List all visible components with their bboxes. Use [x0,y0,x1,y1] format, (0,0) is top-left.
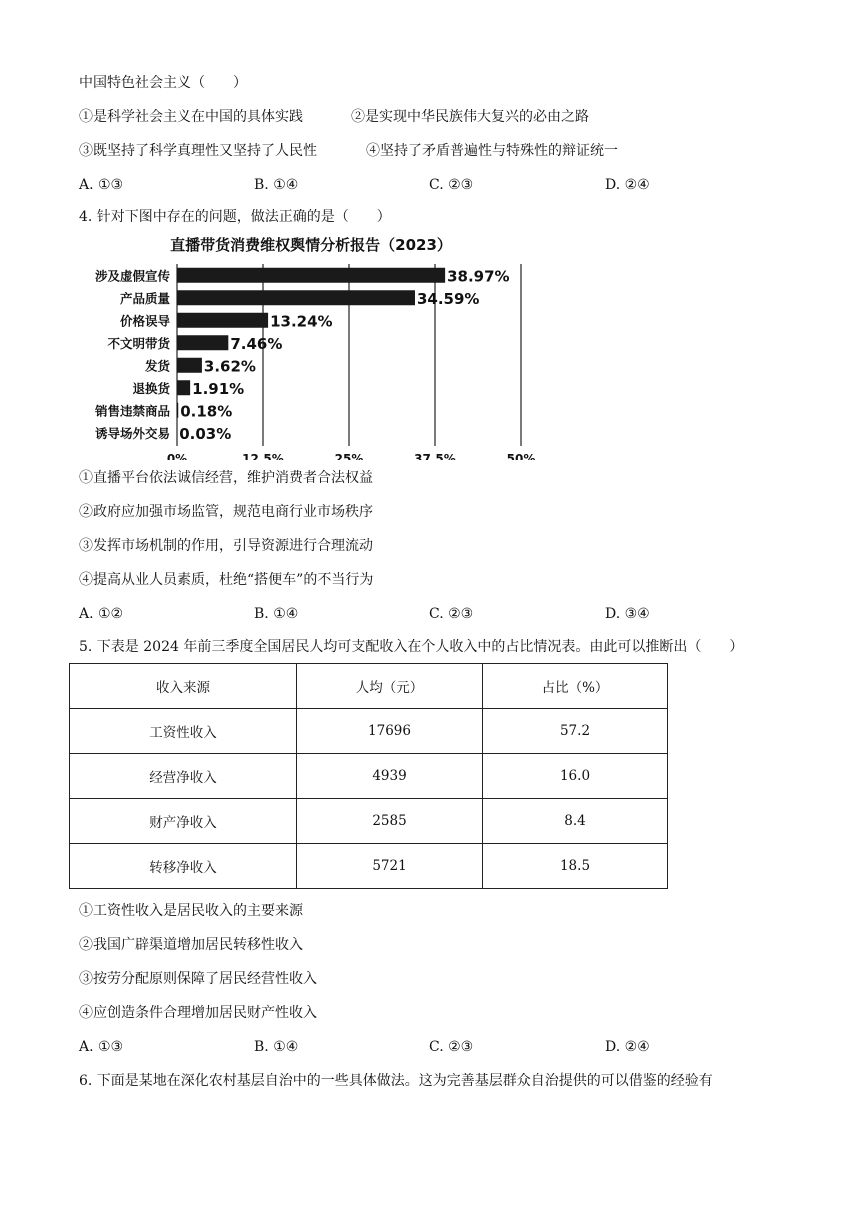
chart-title: 直播带货消费维权舆情分析报告（2023） [170,236,452,254]
q5-stem: 5. 下表是 2024 年前三季度全国居民人均可支配收入在个人收入中的占比情况表。由此可以推断出（ ） [79,639,744,655]
table-cell: 16.0 [483,754,668,799]
category-label: 诱导场外交易 [94,425,170,441]
table-header-cell: 收入来源 [70,664,297,709]
tick-label: 25% [334,452,364,460]
table-header-cell: 人均（元） [297,664,483,709]
q4-statement-1: ①直播平台依法诚信经营，维护消费者合法权益 [79,470,373,486]
table-row [70,754,668,799]
bar [177,380,190,395]
q3-option-a: A. ①③ [79,177,124,193]
q4-statement-2: ②政府应加强市场监管，规范电商行业市场秩序 [79,504,373,520]
category-label: 涉及虚假宣传 [94,268,170,284]
value-label: 1.91% [192,379,245,398]
value-label: 3.62% [203,357,256,376]
q5-statement-2: ②我国广辟渠道增加居民转移性收入 [79,937,303,953]
category-label: 发货 [144,358,170,374]
q5-option-b: B. ①④ [254,1039,299,1055]
bar [177,268,445,283]
table-cell: 转移净收入 [70,844,297,889]
bar [177,403,178,418]
q4-option-a: A. ①② [79,606,124,622]
tick-label: 0% [166,452,188,460]
value-label: 38.97% [447,267,510,286]
q5-statement-3: ③按劳分配原则保障了居民经营性收入 [79,971,317,987]
value-label: 13.24% [270,312,333,331]
table-header-cell: 占比（%） [483,664,668,709]
table-cell: 18.5 [483,844,668,889]
table-header-row [70,664,668,709]
q4-stem: 4. 针对下图中存在的问题，做法正确的是（ ） [79,209,391,225]
table-cell: 17696 [297,709,483,754]
value-label: 0.03% [179,424,232,443]
table-row [70,709,668,754]
q3-statement-4: ④坚持了矛盾普遍性与特殊性的辩证统一 [366,143,618,159]
tick-label: 37.5% [414,452,456,460]
q4-statement-3: ③发挥市场机制的作用，引导资源进行合理流动 [79,538,373,554]
table-row [70,844,668,889]
q3-statement-1: ①是科学社会主义在中国的具体实践 [79,109,303,125]
table-cell: 2585 [297,799,483,844]
table-cell: 工资性收入 [70,709,297,754]
chart-svg [79,232,549,460]
q3-statement-2: ②是实现中华民族伟大复兴的必由之路 [351,109,589,125]
q4-statement-4: ④提高从业人员素质，杜绝“搭便车”的不当行为 [79,572,374,588]
q4-option-c: C. ②③ [429,606,474,622]
q5-option-c: C. ②③ [429,1039,474,1055]
q5-statement-4: ④应创造条件合理增加居民财产性收入 [79,1005,317,1021]
q3-option-d: D. ②④ [605,177,650,193]
tick-label: 12.5% [242,452,284,460]
table-cell: 8.4 [483,799,668,844]
q4-option-d: D. ③④ [605,606,650,622]
table-cell: 财产净收入 [70,799,297,844]
tick-label: 50% [506,452,536,460]
consumer-complaint-bar-chart [79,232,549,460]
q5-statement-1: ①工资性收入是居民收入的主要来源 [79,903,303,919]
bar [177,313,268,328]
income-table [69,663,668,889]
table-cell: 57.2 [483,709,668,754]
value-label: 7.46% [230,334,283,353]
q5-option-a: A. ①③ [79,1039,124,1055]
category-label: 产品质量 [119,290,170,306]
q3-option-b: B. ①④ [254,177,299,193]
q6-stem: 6. 下面是某地在深化农村基层自治中的一些具体做法。这为完善基层群众自治提供的可以借鉴的经验有 [79,1073,713,1089]
table-row [70,799,668,844]
category-label: 销售违禁商品 [94,403,170,419]
q3-stem: 中国特色社会主义（ ） [79,75,247,91]
bar [177,358,202,373]
q5-option-d: D. ②④ [605,1039,650,1055]
category-label: 价格误导 [119,313,170,329]
table-cell: 经营净收入 [70,754,297,799]
bar [177,290,415,305]
value-label: 34.59% [416,289,480,308]
q4-option-b: B. ①④ [254,606,299,622]
bar [177,335,228,350]
q3-statement-3: ③既坚持了科学真理性又坚持了人民性 [79,143,317,159]
category-label: 不文明带货 [107,335,170,351]
category-label: 退换货 [132,380,170,396]
q3-option-c: C. ②③ [429,177,474,193]
table-cell: 5721 [297,844,483,889]
table-cell: 4939 [297,754,483,799]
value-label: 0.18% [180,402,233,421]
